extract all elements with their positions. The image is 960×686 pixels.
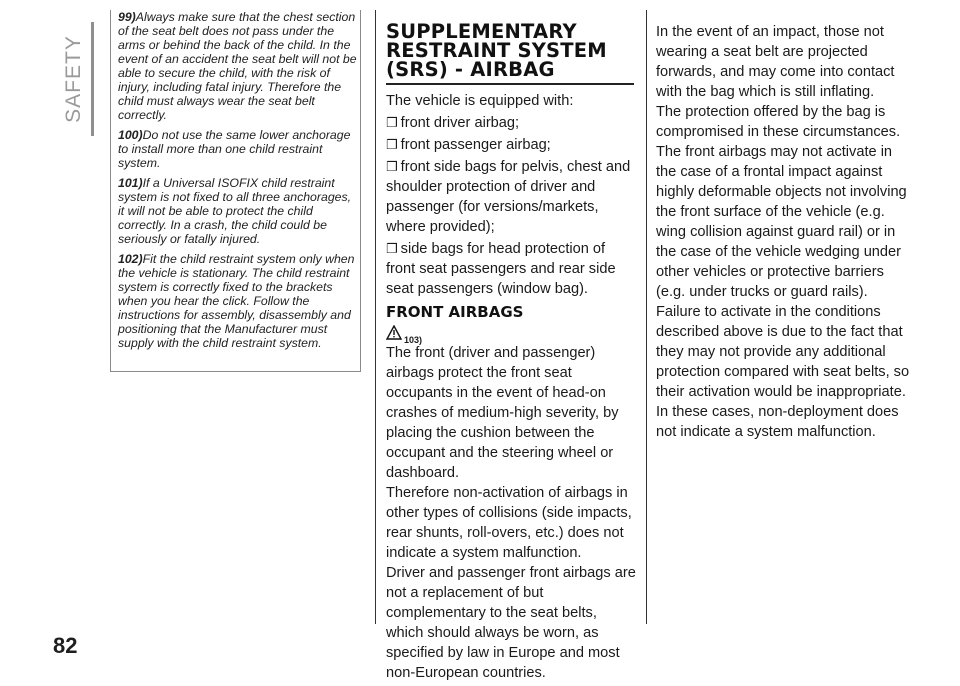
warning-text: Do not use the same lower anchorage to install more than one child restraint system. <box>118 128 351 170</box>
list-item <box>386 239 638 299</box>
paragraph: Driver and passenger front airbags are not a replacement of but complementary to the seat belts, which should always be worn, as specified by law in Europe and most non-European countries. <box>386 565 636 681</box>
right-column <box>656 22 914 442</box>
warning-text: If a Universal ISOFIX child restraint system is not fixed to all three anchorages, it will not be able to protect the child correctly. In a crash, the child could be seriously or fatally injured. <box>118 176 352 246</box>
checkbox-icon: ❒ <box>386 159 398 174</box>
paragraph: The front (driver and passenger) airbags protect the front seat occupants in the event of head-on crashes of medium-high severity, by placing the cushion between the occupant and the steering wheel or dashboard. <box>386 345 619 481</box>
list-item-text: front passenger airbag; <box>400 137 551 153</box>
paragraph: Failure to activate in the conditions described above is due to the fact that they may not provide any additional protection compared with seat belts, so their activation would be inappropriate. In these cases, non-deployment does not indicate a system malfunction. <box>656 304 910 440</box>
list-item <box>386 113 638 133</box>
middle-column <box>386 22 638 683</box>
warning-triangle-icon <box>386 325 402 340</box>
paragraph: Therefore non-activation of airbags in other types of collisions (side impacts, rear shunts, roll-overs, etc.) does not indicate a system malfunction. <box>386 485 632 561</box>
section-tab <box>58 22 98 140</box>
column-divider-right <box>646 10 647 624</box>
warning-number: 101) <box>118 176 143 190</box>
list-item-text: front driver airbag; <box>400 115 520 131</box>
paragraph: The protection offered by the bag is compromised in these circumstances. <box>656 104 901 140</box>
checkbox-icon: ❒ <box>386 241 398 256</box>
checkbox-icon: ❒ <box>386 137 398 152</box>
section-label: SAFETY <box>62 35 85 123</box>
paragraph: In the event of an impact, those not wearing a seat belt are projected forwards, and may come into contact with the bag which is still inflating. <box>656 24 895 100</box>
srs-heading: SUPPLEMENTARY RESTRAINT SYSTEM (SRS) - AIRBAG <box>386 20 607 81</box>
front-airbags-heading: FRONT AIRBAGS <box>386 303 524 321</box>
warning-number: 100) <box>118 128 143 142</box>
warning-item <box>118 252 360 350</box>
warning-item <box>118 10 360 122</box>
checkbox-icon: ❒ <box>386 115 398 130</box>
section-tab-bar <box>91 22 94 136</box>
warnings-box <box>110 10 361 372</box>
warning-number: 99) <box>118 10 136 24</box>
warning-text: Always make sure that the chest section of the seat belt does not pass under the arms or behind the back of the child. In the event of an accident the seat belt will not be able to secure the child, with the risk of injury, including fatal injury. Therefore the child must always wear the seat belt correctly. <box>118 10 357 122</box>
warning-item <box>118 128 360 170</box>
warning-reference <box>386 325 638 343</box>
warning-text: Fit the child restraint system only when the vehicle is stationary. The child restraint system is correctly fixed to the brackets when you hear the click. Follow the instructions for assembly, disassembly and positioning that the Manufacturer must supply with the child restraint system. <box>118 252 355 350</box>
list-item <box>386 157 638 237</box>
list-item-text: side bags for head protection of front seat passengers and rear side seat passengers (window bag). <box>386 241 616 297</box>
srs-intro: The vehicle is equipped with: <box>386 93 574 109</box>
warning-ref-number: 103) <box>404 335 423 345</box>
list-item <box>386 135 638 155</box>
warning-item <box>118 176 360 246</box>
warning-number: 102) <box>118 252 143 266</box>
page-number: 82 <box>53 633 78 658</box>
paragraph: The front airbags may not activate in the case of a frontal impact against highly deformable objects not involving the front surface of the vehicle (e.g. wing collision against guard rail) or in the case of the vehicle wedging under other vehicles or protective barriers (e.g. under trucks or guard rails). <box>656 144 907 300</box>
heading-underline <box>386 83 634 85</box>
column-divider-left <box>375 10 376 624</box>
list-item-text: front side bags for pelvis, chest and shoulder protection of driver and passenger (for versions/markets, where provided); <box>386 159 631 235</box>
